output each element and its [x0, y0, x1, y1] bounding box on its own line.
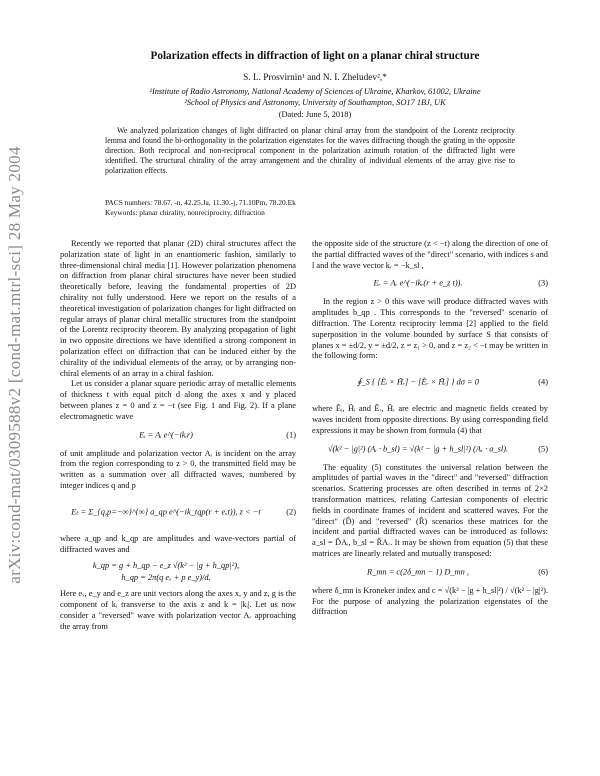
pacs-numbers: PACS numbers: 78.67. -n, 42.25.Ja, 11.30.-j, 71.10Pm, 78.20.Ek	[105, 198, 296, 207]
arxiv-stamp-text: arXiv:cond-mat/0309588v2 [cond-mat.mtrl-sci] 28 May 2004	[5, 146, 24, 584]
keywords: Keywords: planar chirality, nonreciprocity, diffraction	[105, 207, 265, 217]
equation-body: R_mn = c(2δ_mn − 1) D_mn ,	[367, 567, 469, 577]
affiliations	[60, 86, 570, 108]
equation-body: Eᵢ = Aᵢ e^(−ikᵢr)	[139, 430, 193, 440]
arxiv-stamp	[2, 60, 28, 670]
equation-body	[60, 560, 272, 584]
paragraph: where a_qp and k_qp are amplitudes and wave-vectors partial of diffracted waves and	[60, 533, 296, 554]
equation-number: (3)	[538, 278, 548, 288]
equation-number: (4)	[538, 377, 548, 387]
equation-body: Eᵣ = Aᵣ e^(−ikᵣ(r + e_z t)).	[373, 278, 463, 288]
equation-number: (6)	[538, 567, 548, 577]
affiliation-2: ²School of Physics and Astronomy, University of Southampton, SO17 1BJ, UK	[184, 98, 446, 107]
equation-body: ∮_S { [Ẽᵢ × H̃ᵣ] − [Ẽᵣ × H̃ᵢ] } dσ = 0	[357, 377, 479, 387]
equation-5	[312, 439, 548, 461]
affiliation-1: ¹Institute of Radio Astronomy, National Academy of Sciences of Ukraine, Kharkov, 61002, Ukraine	[149, 87, 481, 96]
right-column	[312, 239, 548, 618]
equation-body: √(k² − |g|²) (Aᵢ · b_sl) = √(k² − |g + h_sl|²) (Aᵣ · a_sl).	[327, 444, 509, 454]
left-column	[60, 239, 296, 633]
equation-line: h_qp = 2π(q eₓ + p e_y)/d.	[121, 573, 211, 583]
paragraph: Let us consider a planar square periodic array of metallic elements of thickness t with equal pitch d along the axes x and y placed between planes z = 0 and z = −t (see Fig. 1 and Fig. 2). If a plane electromagnetic wave	[60, 379, 296, 421]
equation-3	[312, 273, 548, 295]
paragraph: The equality (5) constitutes the universal relation between the amplitudes of partial waves in the "direct" and "reversed" diffraction scenarios. Scattering processes are often described in terms of 2×2 transformation matrices, relating Cartesian components of electric fields in coordinate frames of incident and scattered waves. For the "direct" (D̂) and "reversed" (R̂) scenarios these matrices for the incident and partial diffracted waves can be introduced as follows: a_sl = D̂Aᵢ, b_sl = R̂Aᵣ. It may be shown from equation (5) that these matrices are linearly related and mutually transposed:	[312, 462, 548, 558]
equation-number: (2)	[286, 507, 296, 517]
equation-2	[60, 494, 296, 532]
equation-1	[60, 425, 296, 447]
paper-title: Polarization effects in diffraction of light on a planar chiral structure	[150, 50, 480, 62]
paragraph: Here eₓ, e_y and e_z are unit vectors along the axes x, y and z, g is the component of kᵢ transverse to the axis z and k = |kᵢ|. Let us now consider a "reversed" wave with polarization vector Aᵣ approaching the array from	[60, 589, 296, 631]
paragraph: where δ_mn is Kroneker index and c = √(k² − |g + h_sl|²) / √(k² − |g|²). For the purpose of analyzing the polarization eigenstates of the diffraction	[312, 585, 548, 617]
equation-number: (5)	[538, 444, 548, 454]
paragraph: In the region z > 0 this wave will produce diffracted waves with amplitudes b_qp . This corresponds to the "reversed" scenario of diffraction. The Lorentz reciprocity lemma [2] applied to the field superposition in the volume bounded by surface S that consists of planes x = ±d/2, y = ±d/2, z = z₁ > 0, and z = z₂ < −t may be written in the following form:	[312, 297, 548, 361]
paragraph: the opposite side of the structure (z < −t) along the direction of one of the partial diffracted waves of the "direct" scenario, with indices s and l and the wave vector kᵣ = −k_sl ,	[312, 239, 548, 270]
equation-number: (1)	[286, 430, 296, 440]
equation-4	[312, 364, 548, 402]
authors: S. L. Prosvirnin¹ and N. I. Zheludev²,*	[243, 73, 387, 83]
date-line: (Dated: June 5, 2018)	[278, 110, 352, 119]
equation-line: k_qp = g + h_qp − e_z √(k² − |g + h_qp|²),	[92, 561, 240, 571]
equation-body: Eₜ = Σ_{q,p=−∞}^{∞} a_qp e^(−ik_tqp(r + eₓt)), z < −t	[71, 507, 261, 517]
equation-6	[312, 562, 548, 584]
equation-k-qp	[60, 557, 296, 587]
pacs-block	[105, 198, 515, 217]
abstract: We analyzed polarization changes of light diffracted on planar chiral array from the standpoint of the Lorentz reciprocity lemma and found the bi-orthogonality in the polarization eigenstates for the waves diffracting though the grating in the opposite direction. Both reciprocal and non-reciprocal component in the polarization azimuth rotation of the diffracted light were identified. The structural chirality of the array arrangement and the chirality of individual elements of the array give rise to polarization effects.	[105, 126, 515, 176]
paragraph: where Ẽᵢ, H̃ᵢ and Ẽᵣ, H̃ᵣ are electric and magnetic fields created by waves incident from opposite directions. By using corresponding field expressions it may be shown from formula (4) that	[312, 404, 548, 435]
paragraph: of unit amplitude and polarization vector Aᵢ is incident on the array from the region corresponding to z > 0, the transmitted field may be written as a summation over all diffracted waves, numbered by integer indices q and p	[60, 448, 296, 490]
paragraph: Recently we reported that planar (2D) chiral structures affect the polarization state of light in an enantiomeric fashion, similarly to three-dimensional chiral media [1]. However polarization phenomena on diffraction from planar chiral structures have never been studied theoretically before, leaving the fundamental properties of 2D chirality not fully understood. Here we report on the results of a theoretical investigation of polarization changes for light diffracted on regular arrays of planar chiral metallic structures from the standpoint of the Lorentz reciprocity theorem. By analyzing propagation of light in two opposite directions we have identified a strong component in polarization effect on diffraction that can be induced either by the chirality of the individual elements of the array, or by arranging non-chiral elements of an array in a chiral fashion.	[60, 239, 296, 378]
